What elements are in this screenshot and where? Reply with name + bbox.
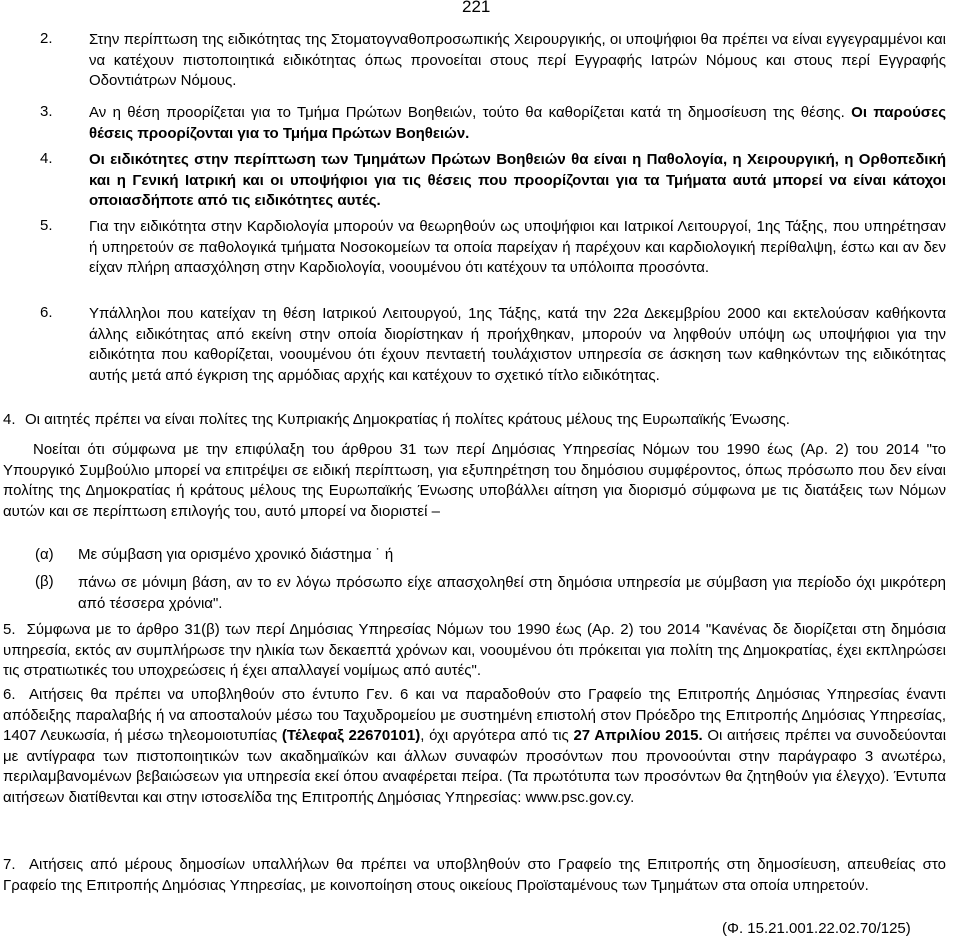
item-2-number: 2.	[40, 30, 53, 47]
item-4-number: 4.	[40, 150, 53, 167]
file-reference: (Φ. 15.21.001.22.02.70/125)	[722, 920, 911, 937]
item-2-text: Στην περίπτωση της ειδικότητας της Στοματογναθοπροσωπικής Χειρουργικής, οι υποψήφιοι θα πρέπει να είναι εγγεγραμμένοι και να κατέχουν πιστοποιητικά ειδικότητας όπως προνοείται στους περί Εγγραφής Ιατρών Νόμους και στους περί Εγγραφής Οδοντιάτρων Νόμους.	[89, 31, 946, 90]
paragraph-5-number: 5.	[3, 621, 16, 638]
paragraph-7-text: Αιτήσεις από μέρους δημοσίων υπαλλήλων θα πρέπει να υποβληθούν στο Γραφείο της Επιτροπής στη δημοσίευση, απευθείας στο Γραφείο της Επιτροπής Δημόσιας Υπηρεσίας, με κοινοποίηση στους οικείους Προϊσταμένους των Τμημάτων στα οποία υπηρετούν.	[3, 856, 946, 894]
item-5-number: 5.	[40, 217, 53, 234]
paragraph-7	[3, 855, 946, 896]
item-5-text: Για την ειδικότητα στην Καρδιολογία μπορούν να θεωρηθούν ως υποψήφιοι και Ιατρικοί Λειτουργοί, 1ης Τάξης, που υπηρέτησαν ή υπηρετούν σε παθολογικά τμήματα Νοσοκομείων τα οποία παρείχαν ή παρέχουν και καρδιολογική περίθαλψη, έστω και αν δεν είχαν πλήρη απασχόληση στην Καρδιολογία, νοουμένου ότι κατέχουν τα υπόλοιπα προσόντα.	[89, 218, 946, 277]
proviso-b-label: (β)	[35, 573, 54, 590]
item-6-text: Υπάλληλοι που κατείχαν τη θέση Ιατρικού Λειτουργού, 1ης Τάξης, κατά την 22α Δεκεμβρίου 2000 και εκτελούσαν καθήκοντα άλλης ειδικότητας από εκείνη στην οποία διορίστηκαν ή προήχθηκαν, μπορούν να ληφθούν υπόψη ως υποψήφιοι για την ειδικότητα που καθορίζεται, νοουμένου ότι έχουν πενταετή τουλάχιστον υπηρεσία σε άσκηση των καθηκόντων της ειδικότητας αυτής μετά από έγκριση της αρμόδιας αρχής και κατέχουν το σχετικό τίτλο ειδικότητας.	[89, 305, 946, 384]
citizenship-text: Οι αιτητές πρέπει να είναι πολίτες της Κυπριακής Δημοκρατίας ή πολίτες κράτους μέλους της Ευρωπαϊκής Ένωσης.	[25, 411, 790, 428]
citizenship-number: 4.	[3, 411, 16, 428]
item-3-paragraph	[89, 103, 946, 144]
item-6-number: 6.	[40, 304, 53, 321]
fax-number: (Τέλεφαξ 22670101)	[281, 727, 421, 745]
page-number: 221	[462, 0, 491, 16]
item-3-bold-text: Οι παρούσες θέσεις προορίζονται για το Τμήμα Πρώτων Βοηθειών.	[89, 104, 946, 142]
proviso-a-label: (α)	[35, 546, 54, 563]
paragraph-6-text-2: , όχι αργότερα από τις	[420, 727, 569, 745]
paragraph-6-number: 6.	[3, 686, 16, 703]
item-4-text: Οι ειδικότητες στην περίπτωση των Τμημάτων Πρώτων Βοηθειών θα είναι η Παθολογία, η Χειρουργική, η Ορθοπεδική και η Γενική Ιατρική και οι υποψήφιοι για τις θέσεις που προορίζονται για τα Τμήματα αυτά μπορεί να είναι κάτοχοι οποιασδήποτε από τις ειδικότητες αυτές.	[89, 151, 946, 210]
paragraph-6	[3, 685, 946, 809]
paragraph-7-number: 7.	[3, 856, 16, 873]
deadline-date: 27 Απριλίου 2015.	[573, 727, 703, 745]
proviso-a-text: Με σύμβαση για ορισμένο χρονικό διάστημα ˙ ή	[78, 546, 394, 563]
item-3-text: Αν η θέση προορίζεται για το Τμήμα Πρώτων Βοηθειών, τούτο θα καθορίζεται κατά τη δημοσίευση της θέσης.	[89, 104, 845, 121]
proviso-b-text: πάνω σε μόνιμη βάση, αν το εν λόγω πρόσωπο είχε απασχοληθεί στη δημόσια υπηρεσία με σύμβαση για περίοδο όχι μικρότερη από τέσσερα χρόνια".	[78, 574, 946, 612]
item-3-number: 3.	[40, 103, 53, 120]
proviso-note: Νοείται ότι σύμφωνα με την επιφύλαξη του άρθρου 31 των περί Δημόσιας Υπηρεσίας Νόμων του 1990 έως (Αρ. 2) του 2014 "το Υπουργικό Συμβούλιο μπορεί να επιτρέψει σε ειδική περίπτωση, για εξυπηρέτηση του δημόσιου συμφέροντος, όπως πρόσωπο που δεν είναι πολίτης της Δημοκρατίας ή κράτους μέλους της Ευρωπαϊκής Ένωσης υποβάλλει αίτηση για διορισμό σύμφωνα με τις διατάξεις των Νόμων αυτών και σε περίπτωση επιλογής του, αυτό μπορεί να διοριστεί –	[3, 441, 946, 520]
paragraph-6-text-3: Οι αιτήσεις πρέπει να συνοδεύονται με αντίγραφα των πιστοποιητικών των ακαδημαϊκών και άλλων συναφών προσόντων που προνοούνται στην παράγραφο 3 ανωτέρω, περιλαμβανομένων βεβαιώσεων για υπηρεσία εκεί όπου αναφέρεται πείρα. (Τα πρωτότυπα των προσόντων θα ζητηθούν για έλεγχο). Έντυπα αιτήσεων διατίθενται και στην ιστοσελίδα της Επιτροπής Δημόσιας Υπηρεσίας: www.psc.gov.cy.	[3, 727, 947, 806]
paragraph-6-text-1: Αιτήσεις θα πρέπει να υποβληθούν στο έντυπο Γεν. 6 και να παραδοθούν στο Γραφείο της Επιτροπής Δημόσιας Υπηρεσίας έναντι απόδειξης παραλαβής ή να αποσταλούν μέσω του Ταχυδρομείου με συστημένη επιστολή στον Πρόεδρο της Επιτροπής Δημόσιας Υπηρεσίας, 1407 Λευκωσία, ή μέσω τηλεομοιοτυπίας	[3, 686, 946, 745]
paragraph-5-text: Σύμφωνα με το άρθρο 31(β) των περί Δημόσιας Υπηρεσίας Νόμων του 1990 έως (Αρ. 2) του 2014 "Κανένας δε διορίζεται στη δημόσια υπηρεσία, εκτός αν συμπλήρωσε την ηλικία των δεκαεπτά χρόνων και, νοουμένου ότι πρόκειται για πολίτη της Δημοκρατίας, έχει εκπληρώσει τις στρατιωτικές του υποχρεώσεις ή έχει απαλλαγεί νομίμως από αυτές".	[3, 621, 946, 680]
paragraph-5	[3, 620, 946, 682]
